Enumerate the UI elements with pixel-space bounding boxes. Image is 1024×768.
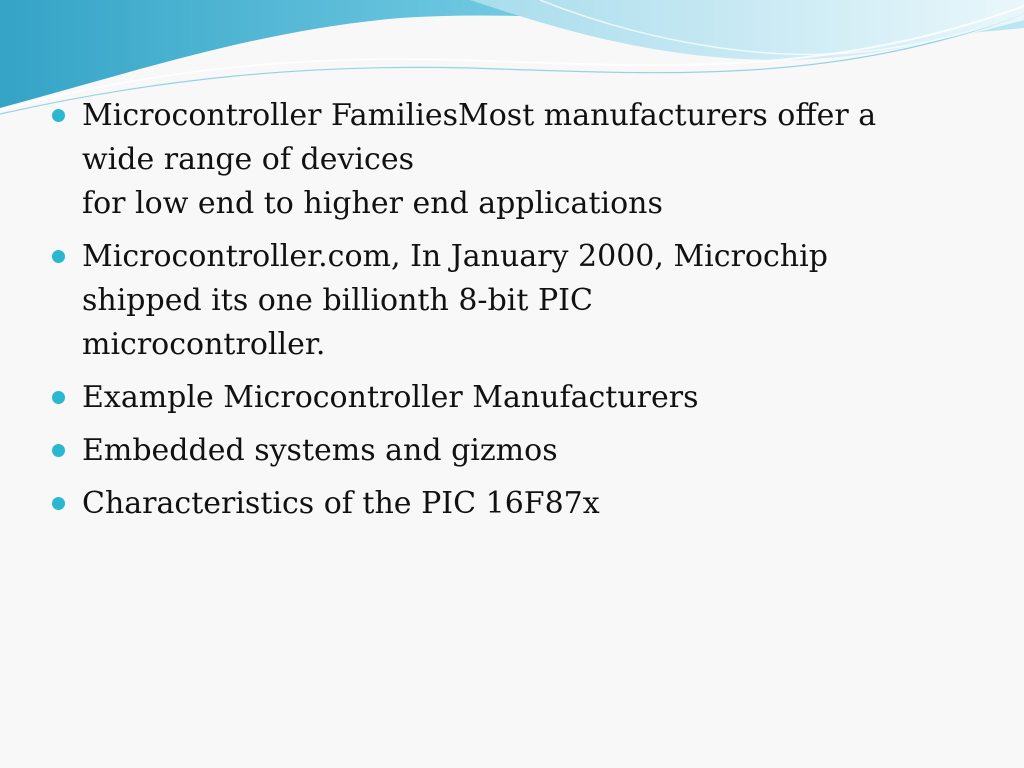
bullet-line: wide range of devices bbox=[82, 142, 414, 177]
bullet-dot-icon bbox=[52, 391, 65, 404]
bullet-item bbox=[52, 94, 952, 226]
bullet-item bbox=[52, 376, 952, 420]
bullet-line: for low end to higher end applications bbox=[82, 186, 663, 221]
bullet-line: Microcontroller.com, In January 2000, Microchip bbox=[82, 239, 828, 274]
bullet-line: Characteristics of the PIC 16F87x bbox=[82, 486, 600, 521]
bullet-line: Embedded systems and gizmos bbox=[82, 433, 558, 468]
bullet-item bbox=[52, 482, 952, 526]
bullet-line: microcontroller. bbox=[82, 327, 326, 362]
bullet-dot-icon bbox=[52, 444, 65, 457]
bullet-line: Example Microcontroller Manufacturers bbox=[82, 380, 699, 415]
bullet-line: Microcontroller FamiliesMost manufacturers offer a bbox=[82, 98, 877, 133]
bullet-list bbox=[52, 94, 952, 535]
bullet-item bbox=[52, 429, 952, 473]
bullet-item bbox=[52, 235, 952, 367]
bullet-line: shipped its one billionth 8-bit PIC bbox=[82, 283, 593, 318]
bullet-dot-icon bbox=[52, 109, 65, 122]
bullet-dot-icon bbox=[52, 250, 65, 263]
bullet-dot-icon bbox=[52, 497, 65, 510]
